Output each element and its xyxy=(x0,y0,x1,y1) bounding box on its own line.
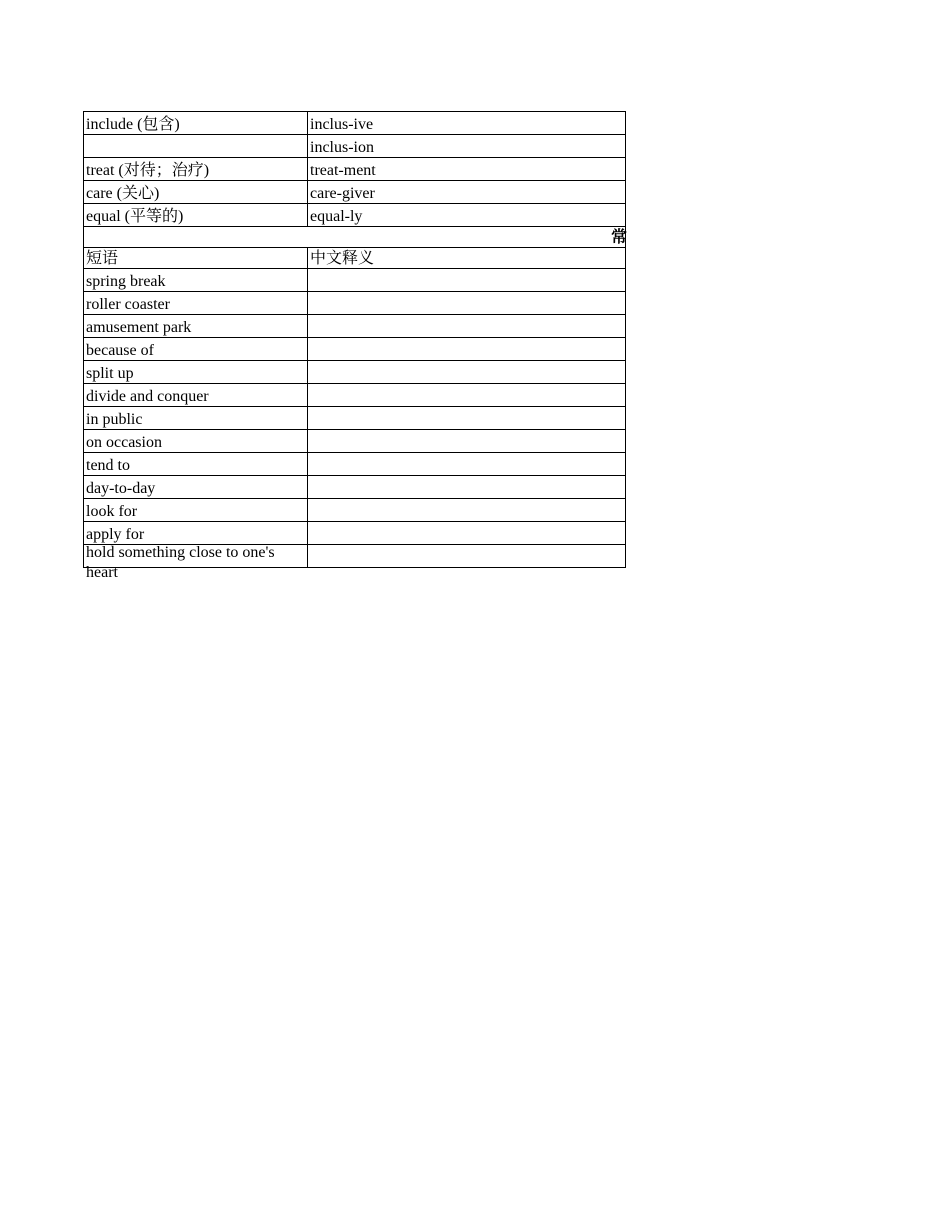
meaning-cell[interactable] xyxy=(308,476,626,499)
meaning-cell[interactable] xyxy=(308,292,626,315)
derived-form-cell[interactable]: care-giver xyxy=(308,181,626,204)
word-cell[interactable]: care (关心) xyxy=(84,181,308,204)
word-form-row xyxy=(84,112,626,135)
phrase-header-row xyxy=(84,248,626,269)
meaning-cell[interactable] xyxy=(308,545,626,568)
phrase-cell[interactable]: divide and conquer xyxy=(84,384,308,407)
vocabulary-sheet xyxy=(83,111,628,581)
phrase-column-header[interactable]: 短语 xyxy=(84,248,308,269)
word-form-row xyxy=(84,181,626,204)
phrase-row xyxy=(84,430,626,453)
phrase-cell[interactable]: on occasion xyxy=(84,430,308,453)
derived-form-cell[interactable]: equal-ly xyxy=(308,204,626,227)
phrase-row xyxy=(84,545,626,568)
meaning-cell[interactable] xyxy=(308,453,626,476)
phrase-cell[interactable]: in public xyxy=(84,407,308,430)
phrase-row xyxy=(84,315,626,338)
phrase-row xyxy=(84,269,626,292)
phrase-cell[interactable]: because of xyxy=(84,338,308,361)
phrase-cell-text: hold something close to one's heart xyxy=(86,544,275,581)
meaning-cell[interactable] xyxy=(308,499,626,522)
phrase-cell[interactable]: apply for xyxy=(84,522,308,545)
phrase-row xyxy=(84,407,626,430)
phrase-row xyxy=(84,476,626,499)
word-form-row xyxy=(84,158,626,181)
phrase-cell[interactable]: day-to-day xyxy=(84,476,308,499)
phrase-cell[interactable]: split up xyxy=(84,361,308,384)
phrase-cell[interactable]: spring break xyxy=(84,269,308,292)
word-form-row xyxy=(84,204,626,227)
phrase-row xyxy=(84,453,626,476)
meaning-cell[interactable] xyxy=(308,430,626,453)
meaning-cell[interactable] xyxy=(308,384,626,407)
meaning-column-header[interactable]: 中文释义 xyxy=(308,248,626,269)
phrase-cell[interactable] xyxy=(84,544,308,581)
meaning-cell[interactable] xyxy=(308,338,626,361)
phrase-cell[interactable]: look for xyxy=(84,499,308,522)
word-cell[interactable]: include (包含) xyxy=(84,112,308,135)
section-title: 常 xyxy=(611,229,628,246)
phrase-cell[interactable]: roller coaster xyxy=(84,292,308,315)
meaning-cell[interactable] xyxy=(308,315,626,338)
word-cell[interactable]: treat (对待；治疗) xyxy=(84,158,308,181)
phrase-row xyxy=(84,522,626,545)
derived-form-cell[interactable]: treat-ment xyxy=(308,158,626,181)
derived-form-cell[interactable]: inclus-ive xyxy=(308,112,626,135)
meaning-cell[interactable] xyxy=(308,522,626,545)
phrase-row xyxy=(84,338,626,361)
meaning-cell[interactable] xyxy=(308,269,626,292)
phrase-row xyxy=(84,499,626,522)
section-title-cell[interactable] xyxy=(84,227,626,248)
phrase-row xyxy=(84,361,626,384)
phrase-cell[interactable]: amusement park xyxy=(84,315,308,338)
phrase-row xyxy=(84,292,626,315)
derived-form-cell[interactable]: inclus-ion xyxy=(308,135,626,158)
phrase-cell[interactable]: tend to xyxy=(84,453,308,476)
meaning-cell[interactable] xyxy=(308,361,626,384)
meaning-cell[interactable] xyxy=(308,407,626,430)
section-title-row xyxy=(84,227,626,248)
word-cell[interactable]: equal (平等的) xyxy=(84,204,308,227)
word-cell[interactable] xyxy=(84,135,308,158)
word-form-row xyxy=(84,135,626,158)
phrase-row xyxy=(84,384,626,407)
